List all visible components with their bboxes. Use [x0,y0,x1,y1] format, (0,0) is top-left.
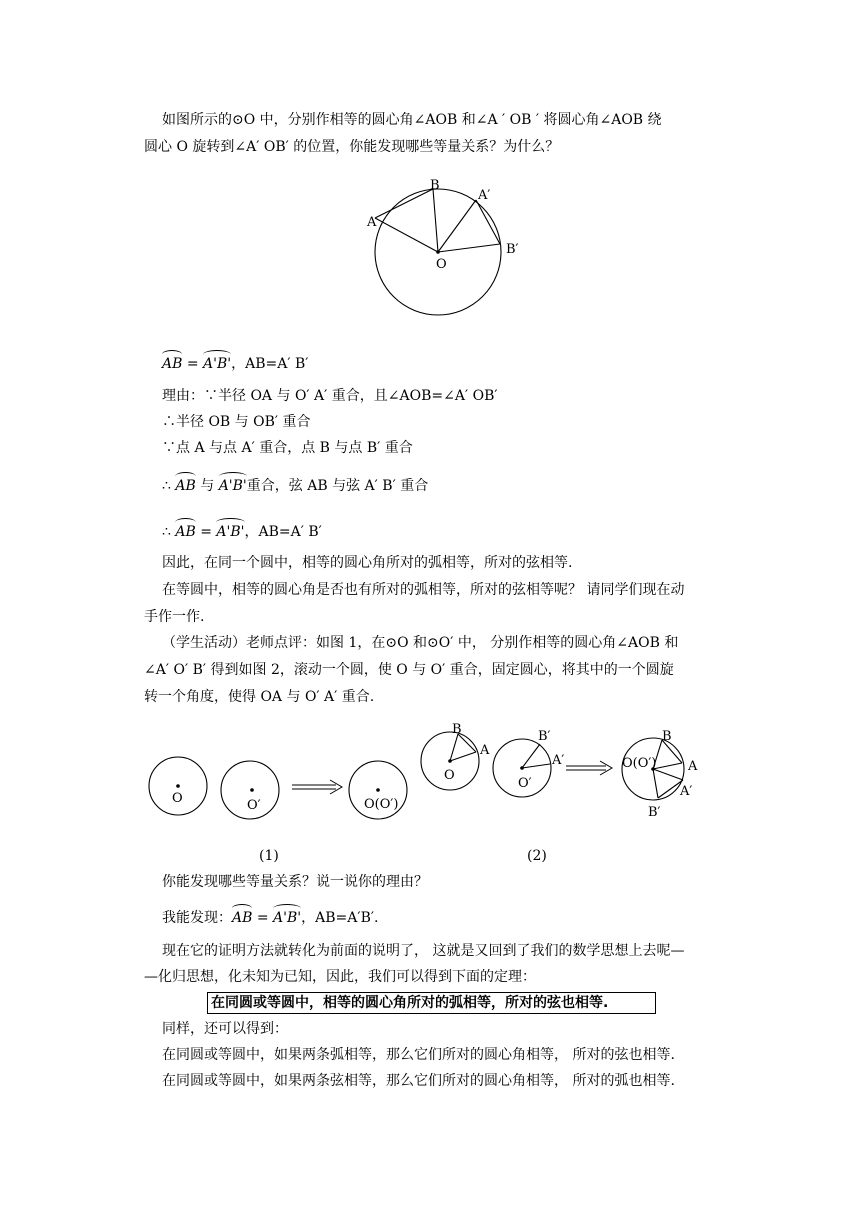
found-line: 我能发现：AB = A'B'，AB=A′B′. [162,905,379,928]
label-a: A [367,215,377,230]
intro-line-2: 圆心 O 旋转到∠A′ OB′ 的位置，你能发现哪些等量关系？为什么？ [144,139,560,155]
para-activity-3: 转一个角度，使得 OA 与 O′ A′ 重合. [144,689,375,705]
fig2-label-b-prime: B′ [538,729,551,744]
para-thus: 因此，在同一个圆中，相等的圆心角所对的弧相等，所对的弦相等. [162,555,573,571]
fig2-merged-label-a: A [688,759,698,774]
corollary-2: 在同圆或等圆中，如果两条弦相等，那么它们所对的圆心角相等， 所对的弧也相等. [162,1073,675,1089]
reason-line-3: ∵点 A 与点 A′ 重合，点 B 与点 B′ 重合 [162,440,413,456]
fig2-merged-label-b-prime: B′ [648,805,661,820]
theorem-box: 在同圆或等圆中，相等的圆心角所对的弧相等，所对的弦也相等. [207,992,656,1014]
caption-1: (1) [259,848,279,864]
fig2-merged-label-a-prime: A′ [680,784,693,799]
para-question-2: 手作一作. [144,609,205,625]
result-line-1: AB = A'B'，AB=A′ B′ [162,351,309,374]
label-a-prime: A′ [478,188,491,203]
reason-line-2: ∴半径 OB 与 OB′ 重合 [162,414,311,430]
fig1-label-o-prime: O′ [247,798,261,813]
arc-ab: AB [162,351,182,374]
fig2-label-b: B [452,722,462,737]
likewise: 同样，还可以得到： [162,1021,288,1037]
label-b-prime: B′ [506,242,519,257]
fig2-label-o-merged: O(O′) [622,756,657,771]
para-question-1: 在等圆中，相等的圆心角是否也有所对的弧相等，所对的弦相等呢？ 请同学们现在动 [162,582,685,598]
figure-rotated-angles [360,172,530,322]
corollary-1: 在同圆或等圆中，如果两条弧相等，那么它们所对的圆心角相等， 所对的弦也相等. [162,1047,675,1063]
fig1-label-o: O [172,791,183,806]
para-proof-1: 现在它的证明方法就转化为前面的说明了， 这就是又回到了我们的数学思想上去呢— [162,943,685,959]
para-activity-2: ∠A′ O′ B′ 得到如图 2，滚动一个圆，使 O 与 O′ 重合，固定圆心，将其中的一个圆旋 [144,662,674,678]
reason-line-1: 理由：∵半径 OA 与 O′ A′ 重合，且∠AOB=∠A′ OB′ [162,388,498,404]
fig1-label-o-merged: O(O′) [364,797,399,812]
fig2-label-a-prime: A′ [552,753,565,768]
arc-a-prime-b-prime: A'B' [203,351,231,374]
reason-line-5: ∴ AB = A'B'，AB=A′ B′ [162,519,322,542]
figure-equal-circles [140,718,720,828]
fig2-label-a: A [480,743,490,758]
fig2-merged-label-b: B [662,729,672,744]
fig2-label-o-prime: O′ [518,776,532,791]
para-proof-2: —化归思想，化未知为已知，因此，我们可以得到下面的定理： [144,969,536,985]
label-o: O [436,257,447,272]
caption-2: (2) [527,848,547,864]
para-ask: 你能发现哪些等量关系？说一说你的理由？ [162,874,428,890]
intro-line-1: 如图所示的⊙O 中，分别作相等的圆心角∠AOB 和∠A ′ OB ′ 将圆心角∠AOB 绕 [162,112,662,128]
label-b: B [430,178,440,193]
para-activity-1: （学生活动）老师点评：如图 1，在⊙O 和⊙O′ 中， 分别作相等的圆心角∠AOB 和 [162,635,679,651]
reason-line-4: ∴ AB 与 A'B'重合，弦 AB 与弦 A′ B′ 重合 [162,473,428,496]
fig2-label-o: O [444,768,455,783]
